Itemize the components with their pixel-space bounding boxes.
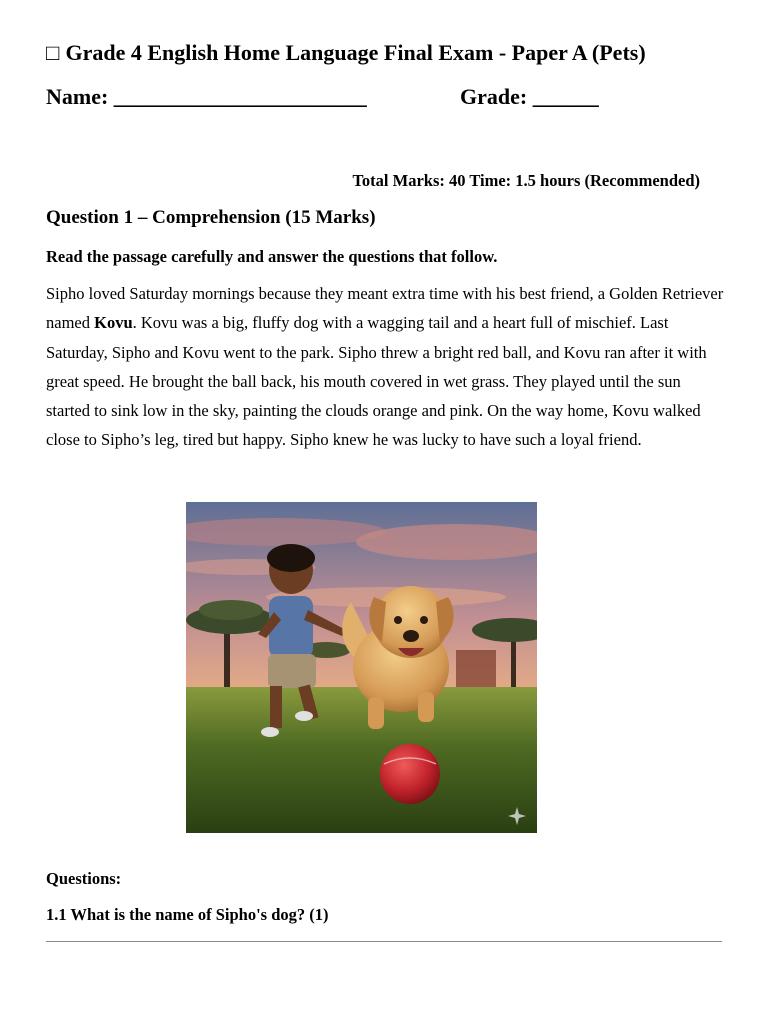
exam-title: [46, 40, 646, 66]
marks-time-info: Total Marks: 40 Time: 1.5 hours (Recommended): [352, 171, 700, 190]
passage-text-rest: . Kovu was a big, fluffy dog with a wagging tail and a heart full of mischief. Last Saturday, Sipho and Kovu went to the park. Sipho threw a bright red ball, and Kovu ran after it with great speed. He brought the ball back, his mouth covered in wet grass. They played until the sun started to sink low in the sky, painting the clouds orange and pink. On the way home, Kovu walked close to Sipho’s leg, tired but happy. Sipho knew he was lucky to have such a loyal friend.: [46, 313, 707, 450]
title-emoji-icon: □: [46, 40, 60, 65]
passage-text-start: Sipho loved Saturday mornings because they meant extra time with his best friend, a Golden Retriever named: [46, 284, 724, 333]
question-1-heading: Question 1 – Comprehension (15 Marks): [46, 207, 376, 228]
comprehension-passage: [46, 279, 726, 455]
name-field-label: Name: _______________________: [46, 84, 367, 109]
passage-illustration: [186, 502, 537, 833]
grade-field-label: Grade: ______: [460, 84, 599, 109]
dog-name: Kovu: [94, 313, 133, 333]
questions-heading: Questions:: [46, 869, 122, 888]
exam-title-text: Grade 4 English Home Language Final Exam - Paper A (Pets): [65, 40, 646, 65]
answer-line[interactable]: [46, 941, 722, 942]
question-1-1: 1.1 What is the name of Sipho's dog? (1): [46, 905, 329, 924]
reading-instruction: Read the passage carefully and answer the questions that follow.: [46, 247, 498, 266]
